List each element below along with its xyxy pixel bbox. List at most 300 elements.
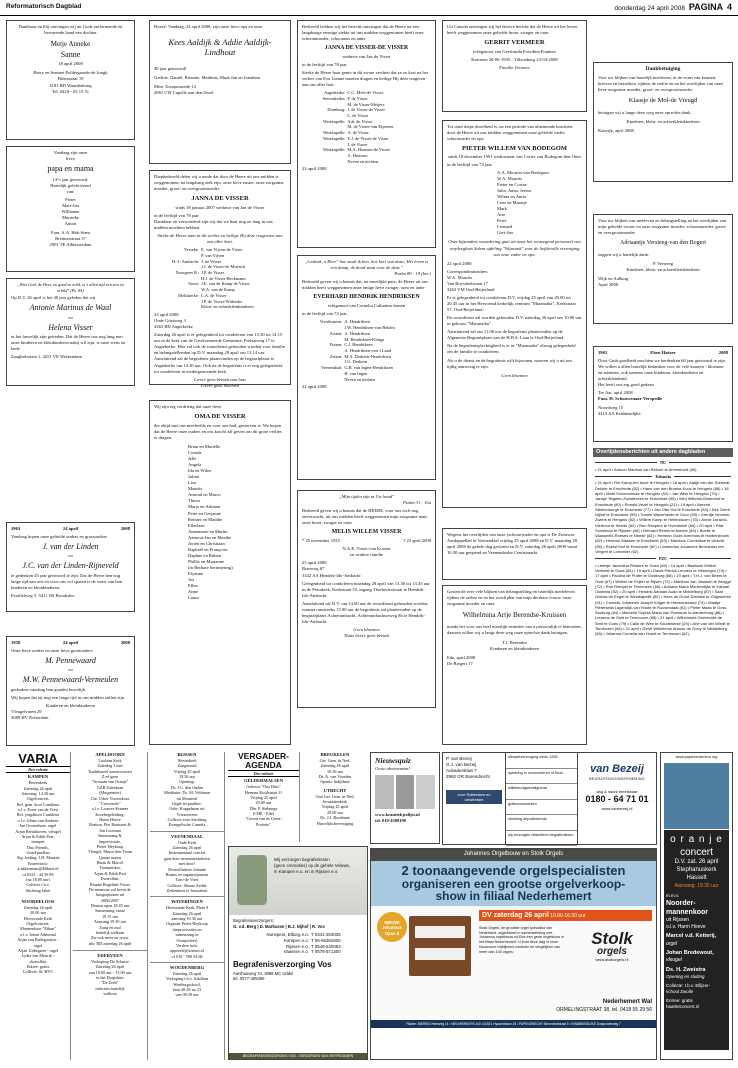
obituary-oma-de-visser: Wij zijn erg verdrietig dat onze lieve OMA DE VISSER die altijd met ons meeleefde en voor ons bad, gestorven is. We hopen dat de Heere onze ouders en ons kracht zal geven om dit grote verlies te dragen. Bram en Mariëlle Cornda Jelle Angela Ida en Wileo Julian Lisa Maurits Arnoud en Marco Thirza Marja en Adriaan Peter en Gerjanne Reinier en Maddie Ellerlaan Annemarie en Martin Aarnout-Jan en Maaike Jorien en Christiaan Raphaël en Françoise Daphne en Ruben Phillis en Marianne (in Berhare herinnering) Elyanne Joa Ellen Anne Laura: [149, 400, 291, 745]
text-line: Maurits: [188, 486, 203, 492]
rule: [670, 558, 731, 559]
event-line: Zaterdag 26 april: [95, 964, 125, 970]
text-line: Peter: [497, 218, 507, 224]
text-line: Ellerlaan: [188, 522, 205, 528]
event-line: Arjan Uitbegtere - orgel: [17, 947, 59, 953]
family-name: J.W. Hendriksen-van Beklen: [344, 325, 395, 331]
family-name: P. van Vijven: [201, 252, 225, 258]
service-item: uitvaartverzorging sinds 1935: [506, 753, 577, 769]
family-place: Domburg:: [327, 107, 346, 113]
event-line: 19.30 uur: [178, 774, 196, 779]
event-title: EDERVEEN: [97, 953, 123, 958]
event-line: Verkoping-De Schutse: [91, 958, 129, 964]
family-place: Nunspeet, Elburg e.o.: [266, 932, 309, 938]
kids-list: [11, 197, 130, 227]
family-name: P. de Visser: [347, 95, 368, 101]
thanks-schouwenaar: 1963 Eben Haëzer 2008 Door Gods goedheid mochten we herdenken 60 jaar getrouwd te zijn. We willen u allen hartelijk bedanken voor de vele kaarten - bloemen en attenties, ook namens onze kinderen, kleinkinderen en achterkleinkind. Het heeft ons erg goed gedaan. Ter Aar, april 2008 Fam. H. Schouwenaar-Verspeille Noordweg 15 4413 AA Krabbendijke: [593, 346, 733, 442]
event-line: Jeruzalemkerk: [322, 799, 348, 804]
family-place: H.-I.-Ambacht:: [172, 258, 200, 264]
event-line: Ziekenhuis te Jeruzalem: [166, 888, 208, 893]
event-line: Vriezenveen: [176, 811, 198, 817]
event-line: aanvang 19.30 uur: [171, 916, 203, 921]
family-place: Soest:: [188, 281, 200, 287]
event-line: Vrijdag 25 april: [321, 804, 349, 810]
closure-notice: Wegens het overlijden van onze (schoon)vader en opa is De Zeeuwse Aardappelhal in Veenendaal vrijdag 25 april 2008 en D.V. maandag 28 april 2008 de gehele dag gesloten en D.V. zaterdag 26 april 2008 vanaf 10.30 uur geopend en Veenendaalse Centrumarkt.: [442, 528, 587, 580]
varia-column: VARIA Deo volente KAMPEN Bovenkerk Zaterdag 26 april Aanvang: 14.30 uur Orgelconcert, Ref. gem. koor Cantilena o.l.v. Evert van de Veen Ref. jeugdkoor Cantilena o.l.v. Johan van Ambsen Jan Groeneboer, orgel Arjan Breukhoven, vleugel Arjan & Edith Post, trompet Duo Friends, vloed/panfluit Alg. leiding: J.H. Mauritz Entree/info: k.akkermans@kliknet.nl of 0323 - 44 50 83 (na 18.00 uur) Collecte t.b.v. Stichting Jabet NOORDELOOS Zaterdag 26 april 20.00 uur Hervormde Kerk Orgelconcert: Mannenkoor "Ethan" o.l.v. Johan Admiraal Arjan van Baltegooijen - orgel Arjan Uitbegtere - orgel Lydia van Mourik - dwarsfluit Entree: gratis Collecte: St. HVC: [6, 752, 71, 1060]
church-photo: [664, 763, 729, 829]
text-line: Daphne en Ruben: [188, 552, 221, 558]
event-line: o.l.v. Johan Admiraal: [20, 931, 56, 937]
family-name: J. de Visser-de Visser: [347, 107, 385, 113]
concert-url[interactable]: www.paplerenkerkon.org: [675, 755, 718, 759]
obituaries-other-papers: Overlijdensberichten uit andere dagbladen NU • 21 april • Antoon Marinus van Rekum te Amersfoort (80). Tubantia • 21 april • Rie Kamp-ten bove te Hengelo • 18 april • Aaltje van der Scheeal-Dekker te Enschede (82) • Hans van den Broeke-Kooz te Hengelo (86) • 18 april • Mark Schoonhoute te Hengelo (52) • Jan Wiss te Hengelo (73) • Janaje Teigeler-Zwarteveen te Enschede (95) • Mini Wilbrink-Bloemhof te Enschede (80) • Ronald Vezel te Hengelo (21) • 19 april • Berend Sterkenburgh te Enschede (77) • Jan Otto Hol te Enschede (83) • Dirk Gerrit Nijhof te Enschede (95) • Tonnie Waverheide te Goor (95) • Gerritje Vennink-Zwiers te Hengelo (82) • Willem Kamp te Hellendoorn (78) • Annie Leusink-Vierhuur te Neede (62) • Ben Ranpers te Overdinkel (64) • 20 april • Rita Scholman te Rijssen (46) • Bernard Rerink te Almelo (84) • Boelie te Vaassenhi-Roeses te Neede (82) • Herman Oude Avenhuis te Harbrinkhoek (82) • Herman Wassen te Enschede (53) • Martinus Cornelisse te Utrecht (95) • Roelof Kist te Enschede (82) • Lambertus Johannes Bernardus ten Vergert te Lonneker (62). PZC • Leentje Jacomina Rinders te Goes (84) • 14 april • Bastiaan Willem Verhelst te Goes (64) • 19 april • David Patrick Lenders te Vlissingen (74) • 17 april • Paulina de Putter te Oostburg (88) • 19 april • T.H.J. van Beers te Oost (67) • Willem de Feijter te Rijsen (72) • Martinus Jan Janssen te Brugge (72) • Rob Rempel te Terneuzen (66) • Adriana Maria Meulendijks te Kanaal Oosteda (92) • 20 april • Hendrik Adriaan Audo te Middelburg (87) • Saar Gloriss de Engel te Westkapelle (82) • Kees de Groot-Davidse te Grijpskerke (91) • Cornelis Johannes Joseph Krijger te Heinkenszand (74) • Maatje Pietersella Lagendijk-van Houte te Roosendaal (81) • Pieter Maas te Oost-Souburg (84) • Marcella Sophia Maria van Puessum te Aardenburg (86) • Lourens de Smit te Terneuzen (88) • 21 april • Wilhelmina Geertruida de Smit te Goes (79) • Callo de Wee te Koudekerke (29) • Arie van der Windt te Terneuzen (66) • 21 april • Gerrit Wilhelmus Antoon de Gooy te Middelburg (83) • Johanna Cornelia van Hoedt te Terneuzen (62).: [593, 448, 733, 748]
stolk-url[interactable]: www.stolkorgels.nl: [595, 956, 629, 962]
family-name: M. de Visser-Meijers: [347, 101, 385, 107]
text-line: Cees en Maartje: [497, 200, 527, 206]
family-place: Westkapelle:: [322, 147, 346, 153]
text-line: Angela: [188, 462, 202, 468]
event-line: Entree: gratis: [26, 964, 50, 970]
paper-section: [595, 460, 731, 466]
event-line: Bariton, Piet Baarssen &: [89, 822, 131, 828]
event-line: adv. RD zaterdag 26 april: [88, 940, 132, 946]
sale-woudenberg: [150, 962, 224, 998]
text-line: (in Berhare herinnering): [188, 565, 233, 571]
family-name: W.A. van de Kamp: [201, 287, 235, 293]
event-line: Zaterdag 3 mei: [97, 763, 123, 769]
obituary-list-text: • 21 april • Rie Kamp-ten bove te Hengelo • 18 april • Aaltje van der Scheeal-Dekker te Enschede (82) • Hans van den Broeke-Kooz te Hengelo (86) • 18 april • Mark Schoonhoute te Hengelo (52) • Jan Wiss te Hengelo (73) • Janaje Teigeler-Zwarteveen te Enschede (95) • Mini Wilbrink-Bloemhof te Enschede (80) • Ronald Vezel te Hengelo (21) • 19 april • Berend Sterkenburgh te Enschede (77) • Jan Otto Hol te Enschede (83) • Dirk Gerrit Nijhof te Enschede (95) • Tonnie Waverheide te Goor (95) • Gerritje Vennink-Zwiers te Hengelo (82) • Willem Kamp te Hellendoorn (78) • Annie Leusink-Vierhuur te Neede (62) • Ben Ranpers te Overdinkel (64) • 20 april • Rita Scholman te Rijssen (46) • Bernard Rerink te Almelo (84) • Boelie te Vaassenhi-Roeses te Neede (82) • Herman Oude Avenhuis te Harbrinkhoek (82) • Herman Wassen te Enschede (53) • Martinus Cornelisse te Utrecht (95) • Roelof Kist te Enschede (82) • Lambertus Johannes Bernardus ten Vergert te Lonneker (62).: [595, 480, 731, 554]
text-line: Julia, Anna, Jerem: [497, 187, 531, 193]
family-name: J.G. Derksen: [344, 359, 368, 365]
organ-keys-2: [415, 948, 465, 960]
service-utrecht: [302, 788, 368, 826]
obituary-janna-de-visser: Diepbedroefd delen wij u mede dat door de Heere uit ons midden is weggenomen, na langdurig ziek zijn, onze lieve zuster, onze zorgzame moeder, groot- en overgrootmoeder JANNA DE VISSER sinds 18 januari 2007 weduwe van Jan de Visser in de leeftijd van 78 jaar. Dankbaar en verwonderd zijn wij dat we haar nog zo lang in ons midden mochten hebben. Sterke de Heere nam in dit verlies en heilige Hij deze reageeren aan ons aller hart. Yerseke: E. van Vijven-de Visser P. van Vijven H.-I.-Ambacht: J. de Visser J.J. de Visser-de Muynck Noorgeen B.: J.P. de Visser H.J. de Visser-Beckmann Soest: J.E. van de Kamp-de Visser W.A. van de Kamp Meliskerke: L.A. de Visser J.P. de Visser-Wiskerke Klein- en achterkleinkinderen 23 april 2008 Oude Grintweg 3 4363 BD Aagtekerke Zaterdag 26 april is er gelegenheid tot condoleren van 13.30 tot 14.15 uur in de kerk van de Gereformeerde Gemeente, Prelaatweg 17 te Aagtekerke. Hier zal ook de rouwdienst gehouden worden voor familie en belangstellenden op D.V. maandag 28 april om 13.14 uur. Aansluitend zal de begrafenis plaatsvinden op de begraafplaats te Aagtekerke om 14.30 uur. Ook na de begrafenis is er nog gelegenheid tot condoleren in eerdergenoemde kerk. Liever geen bezoek aan huis Liever geen bloemen: [149, 170, 291, 385]
paper-name: NU: [659, 460, 667, 466]
event-line: uit Montreal: [176, 795, 198, 801]
event-line: 19.15 uur: [101, 913, 119, 919]
family-name: A. Hendriksen: [344, 319, 370, 325]
family-list: [302, 319, 431, 382]
event-line: of 010 - 590 54 68: [171, 953, 203, 959]
text-line: Marja en Adriaan: [188, 504, 221, 510]
family-place: Meliskerke:: [178, 292, 200, 298]
family-name: L.A. de Visser: [201, 292, 227, 298]
event-line: Samenzang &: [98, 833, 122, 839]
event-line: 2006/2007: [101, 897, 119, 903]
event-line: Organist Pieter Heykoop: [166, 921, 208, 927]
family-name: T 0548-540053: [310, 943, 341, 949]
family-place: Yerseke:: [183, 247, 200, 253]
event-line: Trompetduo,: [99, 865, 121, 871]
anniversary-aaldijk: Hoera! Vandaag, 24 april 2008, zijn onze lieve opa en oma Kees Aaldijk & Addie Aaldijk-Lindhout 40 jaar getrouwd! Gerline, Daniël, Brianne, Matthias, Mark Jan en Jonathan Meer Toxopeusrede 12 2861 CW Capelle aan den IJssel: [149, 20, 291, 164]
service-item: wij verzorgen uitsluitend begrafenissen: [506, 831, 577, 847]
service-list: [506, 753, 578, 844]
text-line: Reinier en Maddie: [188, 516, 223, 522]
family-name: G.B. van Ingen-Hendriksen: [344, 365, 393, 371]
family-place: Westkapelle:: [322, 118, 346, 124]
event-line: 10.30 uur: [326, 768, 344, 774]
event-line: Arjan Breukhoven, vleugel: [15, 828, 61, 834]
rule: [595, 476, 652, 477]
family-name: Neven en nichten: [344, 376, 376, 382]
family-place: Westkapelle:: [322, 135, 346, 141]
event-line: Oranjesfeer): [176, 937, 198, 943]
event-line: Quatre mains: [98, 854, 122, 860]
event-line: Braam en organist/pianist: [165, 871, 209, 877]
event-line: o.l.v. Johan van Ambsen: [17, 817, 59, 823]
event-line: improvisatie,: [99, 838, 121, 844]
text-line: Laura: [188, 595, 199, 601]
birth-announcement: Dankbaar en blij ontvingen wij uit Gods ontfermende en bewarende hand een dochter Metje Anneke Sanne 18 april 2008 Barry en Jeannet Poldergaarde-de Jongh Hiemstraat 19 4181 BD Waardenburg Tel. 0418 - 65 15 51: [6, 20, 135, 140]
family-name: A. Hendriksen: [344, 330, 370, 336]
event-line: Ds. A. van Voorden: [318, 774, 352, 779]
text-line: Mart-Jan: [62, 202, 79, 208]
event-line: Opentr. bidijdmis: [320, 779, 350, 785]
event-line: (Morgenster): [98, 790, 122, 796]
event-line: of 0323 - 44 50 83: [22, 871, 54, 877]
event-line: Hervormde Kerk, Plein 9: [165, 905, 209, 911]
family-list: [154, 247, 286, 310]
family-name: T 0578-571300: [310, 949, 341, 955]
text-line: Cornda: [188, 449, 202, 455]
obituary-hendriksen: „Gedenk, o Heer" hoe zwak ik ben, hoe kort van duur; Het leven is een damp, de dood staat voor de deur." Psalm 89 : 19 (ber.) Bedroefd geven wij u kennis dat, na moeilijke pare, de Heere uit ons midden heeft weggenomen onze ernige lieve zwager, oom en tante EVERHARD HENDRIK HENDRIKSEN echtgenoot van Cornelia Catharina Jansen in de leeftijd van 72 jaar. Voorthuizen: A. Hendriksen J.W. Hendriksen-van Beklen Zetten: A. Hendriksen M. Hendriksen-Klinga Putten: C.J. Hendriksen A. Hendriksen-van 't Land Zetten: M.A. Derksen-Hendriksen J.G. Derksen Veenendaal: G.B. van Ingen-Hendriksen H. van Ingen Neven en nichten 22 april 2008: [297, 255, 436, 480]
event-line: Collecte: St. HVC: [22, 969, 54, 975]
text-line: Aarnout-Jan en Maaike: [188, 534, 232, 540]
obituary-janna-visser-de-visser: Bedroefd hebben wij het bericht ontvangen dat de Heere na een langdurige ernstige ziekte uit ons midden weggenomen heeft onze schoonmoeder, schoonzus en tante JANNA DE VISSER-DE VISSER weduwe van Jan de Visser in de leeftijd van 78 jaar. Sterke de Heere haar genie in dit zware verdriet dat ze zo kort na het verlies van Eva Lianne moeten dragen en heilige Hij deze reageren aan ons aller hart. Aagtekerke: C.C. Mele-de Visser Serooskerke: P. de Visser M. de Visser-Meijers Domburg: J. de Visser-de Visser L. de Visser Westkapelle: Adr. de Visser M. de Visser-van Eijneren Westkapelle: A. de Visser Westkapelle: E.J. de Visser-de Visser J. de Visser Westkapelle: M.A. Houmes-de Visser A. Houmes Neven en nichten 23 april 2008: [297, 20, 436, 248]
family-place: Voorthuizen:: [319, 319, 343, 325]
text-line: Jelle: [188, 455, 197, 461]
event-line: Huwelijksbevestiging: [316, 820, 354, 826]
family-name: E. van Vijven-de Visser: [201, 247, 243, 253]
quiz-images: [375, 775, 435, 809]
family-place: Serooskerke:: [322, 95, 346, 101]
text-line: Bram en Mariëlle: [188, 443, 221, 449]
event-line: van 10.00 uur - 15.00 uur: [88, 969, 132, 975]
event-line: Collecte t.b.v.: [26, 882, 50, 888]
quiz-photo-2: [396, 775, 415, 809]
family-name: A. Houmes: [347, 153, 368, 159]
text-line: W.A. Mourits: [497, 175, 523, 181]
event-line: Orgel en panfluit:: [172, 800, 202, 806]
event-line: "Crescendo": [99, 800, 121, 806]
concert-apeldoorn: [73, 752, 147, 946]
text-line: Ida en Wileo: [188, 468, 212, 474]
page-header: [0, 0, 738, 16]
event-line: GZB Zaterdaan: [96, 784, 124, 790]
event-line: Entree/info:: [28, 860, 48, 866]
event-line: Dwarsfluitiste Jolanda: [168, 866, 206, 872]
event-line: Turo-de Vries: [175, 877, 199, 883]
event-line: Duo Friends,: [27, 844, 49, 850]
paper-name: PZC: [658, 556, 668, 562]
family-name: Neven en nichten: [347, 158, 379, 164]
event-line: Chr. Urker Visserskoor: [90, 795, 130, 801]
event-line: hoogtepunten uit: [95, 892, 125, 898]
family-name: M. de Visser-van Eijneren: [347, 124, 394, 130]
family-name: T 06-55362826: [310, 937, 341, 943]
family-name: E.J. de Visser-de Visser: [347, 135, 389, 141]
event-line: Rianne Bogelink-Visser: [89, 881, 131, 887]
event-line: (CHE - Ede): [252, 811, 275, 817]
event-date: DV zaterdag 26 april 10.00-16.00 uur: [479, 910, 652, 921]
event-line: Zie ook meer on www.: [90, 935, 130, 941]
family-name: J.E. van de Kamp-de Visser: [201, 281, 250, 287]
event-line: Koorbegeleiding:: [95, 811, 125, 817]
family-name: J. de Visser: [347, 141, 368, 147]
family-name: C.C. Mele-de Visser: [347, 90, 384, 96]
family-name: Klein- en achterkleinkinderen: [201, 304, 254, 310]
event-line: samenzang in: [175, 932, 199, 938]
stolk-logo: Stolk orgels www.stolkorgels.nl: [573, 930, 651, 962]
service-item: stichting depositofonds: [506, 815, 577, 831]
family-row: [233, 949, 363, 955]
text-line: Wilma en Anita: [497, 194, 526, 200]
text-line: Raphaël en Françoise: [188, 546, 228, 552]
paper-name: Tubantia: [654, 473, 672, 479]
text-line: Leonard: [497, 224, 513, 230]
event-line: Dwarsfluit,: [100, 876, 120, 882]
text-line: Elyanne: [188, 571, 204, 577]
family-name: H. van Ingen: [344, 370, 368, 376]
family-place: Vaassen e.o.: [283, 949, 309, 955]
family-place: Zetten:: [329, 353, 343, 359]
family-row: [302, 159, 431, 165]
quiz-url[interactable]: www.kranttekjeslijst.nl: [375, 811, 420, 817]
event-line: Opening:: [179, 779, 195, 785]
event-line: hartelijk welkom: [95, 929, 125, 935]
rule: [595, 462, 657, 463]
event-line: Zaterdag 26 april: [320, 763, 350, 769]
event-line: gaat door instrumentalisten: [164, 855, 210, 861]
event-line: Arjan & Edith Post: [93, 870, 127, 876]
event-line: Collecte: Shaare Zedek: [167, 882, 207, 888]
obituary-list-text: • 21 april • Antoon Marinus van Rekum te Amersfoort (80).: [595, 466, 698, 472]
event-line: Aanvang: 14.30 uur: [21, 790, 55, 796]
family-name: T 0341-253035: [310, 932, 341, 938]
apeldoorn-column: [73, 752, 148, 1060]
event-line: Herman Kuijlstraat 11: [244, 789, 283, 795]
family-name: Adr. de Visser: [347, 118, 373, 124]
event-line: Harm Hoeve: [99, 817, 121, 822]
event-line: Ds. J.C. den Ouden: [170, 784, 204, 790]
event-line: Alg. leiding: J.H. Mauritz: [16, 855, 60, 861]
event-line: De menestre zal bevat de: [88, 886, 132, 892]
family-name: C.J. Hendriksen: [344, 342, 373, 348]
family-list: [302, 90, 431, 164]
family-place: [302, 377, 344, 383]
oranje-concert-ad: www.paplerenkerkon.org o r a n j e concert D.V. zat. 26 april Stephanuskerk Hasselt Aanvang: 19.30 uur m.m.v. Noorder- mannenkoor uit Rijssen o.l.v. Harm Hoeve Marcel v.d. Ketterij, orgel Johan Bredewout, vleugel Ds. H. Zweistra Opening en sluiting Collecte: t.b.v. Ellijzer- school Zwolle Entree: gratis haarletconcert.nl: [660, 752, 733, 1060]
event-line: Zaterdag 26 april: [172, 910, 202, 916]
service-item: grafmonumenten: [506, 800, 577, 816]
text-line: A.A. Mourits-van Bodegom: [497, 169, 549, 175]
family-place: [154, 304, 201, 310]
anniversary-pennewaard: 1958 24 april 2008 Onze lieve ouders en onze lieve grootouders M. Pennewaard en M.W. Pennewaard-Vermeulen gedenken vandaag hun gouden huwelijk. Wij hopen dat zij nog een lange tijd in ons midden zullen zijn. Kinderen en kleinkinderen Vleugelvaren 29 3089 HV Rotterdam: [6, 636, 135, 746]
concert-noordeloos: [6, 899, 70, 975]
obituary-gerrit-vermeer: Uit Canada ontvingen wij het droeve bericht dat de Heere uit het leven heeft weggenomen onze geliefde broer, zwager en oom GERRIT VERMEER echtgenoot van Geertruida Everdina Franken Kesteren 26-06-1935 - Tillsonburg 23-04-2008 Familie Vermeer: [442, 20, 587, 112]
stolk-headline: 2 toonaangevende orgelspecialisten organiseren een grootse orgelverkoop- show in filiaal Nederhemert: [371, 861, 656, 906]
grandchildren-list: [154, 444, 286, 602]
event-title: APELDOORN: [95, 752, 125, 757]
text-line: Anton: [64, 221, 77, 227]
event-line: Lydia van Mourik -: [21, 953, 55, 959]
event-title: WATERINGEN: [171, 899, 203, 905]
thanks-berendse: Gezien de zeer vele blijken van belangstelling en hartelijk medeleven tijdens de ziekte en na het overlijden van mijn dierbare vrouw, onze zorgzame moeder en oma Wilhelmina Artje Berendse-Kruissen maakt het voor ons heel moeilijk eenieder van u persoonlijk te bemoeten, daarom willen wij u langs deze weg onze oprechte dank betuigen. T.J. Berendse Kinderen en kleinkinderen Ede, april 2008 De Biegert 17: [442, 585, 587, 745]
family-name: M.A. Houmes-de Visser: [347, 147, 390, 153]
event-line: in het Dorpshuis: [96, 975, 124, 980]
event-line: trompet: [31, 839, 45, 845]
event-line: Zong en oud: [99, 924, 121, 930]
text-line: Annemarie en Martin: [188, 528, 228, 534]
vos-ad: Wij verzorgen begrafenissen (geen crematies) op de gehele Veluwe, in Kampen e.o. en in Rijssen e.o. Begrafenisverzorgers: G. v.d. Berg | D. Markusse | B.J. Nijhof | R. Vos Nunspeet, Elburg e.o. T 0341-253035 Kampen e.o. T 06-55362826 Rijssen e.o. T 0548-540053 Vaassen e.o. T 0578-571300 Begrafenisverzorging Vos Aanlhuuweg 74, 3888 MC Uddel tel. 0577-405489 BEGRAFENISVERZORGING VOS - VERZORGEN VAN VERTROUWEN: [228, 846, 368, 1060]
event-line: Orgelconcert,: [26, 796, 50, 802]
event-line: Oud Ger. Gem. in Ned.: [315, 793, 355, 799]
family-name: L. de Visser: [347, 113, 369, 119]
event-title: RIJSSEN: [177, 752, 197, 757]
obituary-list-text: • Leentje Jacomina Rinders te Goes (84) • 14 april • Bastiaan Willem Verhelst te Goes (64) • 19 april • David Patrick Lenders te Vlissingen (74) • 17 april • Paulina de Putter te Oostburg (88) • 19 april • T.H.J. van Beers te Oost (67) • Willem de Feijter te Rijsen (72) • Martinus Jan Janssen te Brugge (72) • Rob Rempel te Terneuzen (66) • Adriana Maria Meulendijks te Kanaal Oosteda (92) • 20 april • Hendrik Adriaan Audo te Middelburg (87) • Saar Gloriss de Engel te Westkapelle (82) • Kees de Groot-Davidse te Grijpskerke (91) • Cornelis Johannes Joseph Krijger te Heinkenszand (74) • Maatje Pietersella Lagendijk-van Houte te Roosendaal (81) • Pieter Maas te Oost-Souburg (84) • Marcella Sophia Maria van Puessum te Aardenburg (86) • Lourens de Smit te Terneuzen (88) • 21 april • Wilhelmina Geertruida de Smit te Goes (79) • Callo de Wee te Koudekerke (29) • Arie van der Windt te Terneuzen (66) • 21 april • Gerrit Wilhelmus Antoon de Gooy te Middelburg (83) • Johanna Cornelia van Hoedt te Terneuzen (62).: [595, 562, 731, 637]
event-line: Zaterdag 26 april: [23, 904, 53, 910]
quiz-photo-1: [375, 775, 394, 809]
rule: [595, 558, 656, 559]
event-line: o.l.v. Louwes Kramer: [91, 806, 129, 812]
event-line: Samenzang vanaf: [95, 908, 125, 914]
family-place: Kampen e.o.: [284, 937, 309, 943]
family-place: Rijssen e.o.: [285, 943, 309, 949]
van-bezeij-ad: P. van Bezeij G.J. van Bezeij Aubadestraat 7 2992 GR Barendrecht voor Rotterdam en omstreken uitvaartverzorging sinds 1935 opbaring in rouwcentrum of thuis willekeurigwenkligheda grafmonumenten stichting depositofonds wij verzorgen uitsluitend begrafenissen van Bezeij BEGRAFENISONDERNEMING dag & nacht bereikbaar 0180 - 64 71 01 www.vanbezeij.nl: [442, 752, 657, 845]
event-line: Meditatie: Ds. M. Veldman: [164, 790, 210, 796]
event-line: dwarsfluit: [29, 958, 47, 964]
event-line: Ref. gem. koor Cantilena: [16, 801, 60, 807]
event-line: Zangavond: [177, 763, 197, 769]
thanks-versteeg: Voor uw blijken van meeleven en belangstelling na het overlijden van mijn geliefde vrouw en onze zorgzame moeder, schoonmoeder, groot- en overgrootmoeder Adriaantje Versteeg-van den Bogert zeggen wij u hartelijk dank. P. Versteeg Kinderen, klein- en achterkleinkinderen Wijk en Aalburg April 2008: [593, 214, 733, 324]
event-line: Zaterdag 26 april: [172, 845, 202, 850]
event-line: Ds. J.J. Roodnant: [320, 815, 350, 821]
text-line: Phillis en Marianne: [188, 559, 224, 565]
event-line: Zaterdag 26 april: [23, 785, 53, 791]
family-place: [302, 159, 347, 165]
event-line: Arjan van Baltegooijen -: [17, 937, 59, 943]
event-line: Zaterdag 26 april: [172, 970, 202, 976]
event-line: orgel: [33, 942, 43, 948]
event-line: Verdere info:: [176, 942, 198, 948]
text-line: Jorien en Christiaan: [188, 540, 225, 546]
text-line: Pieter en Corine: [497, 181, 527, 187]
vase-shape: [237, 855, 267, 905]
event-line: k.akkermans@kliknet.nl: [17, 866, 59, 872]
event-line: Stichting Jabet: [25, 887, 51, 893]
vergader-agenda: VERGADER-AGENDA Deo volente GELDERMALSEN Gebouw "Ons Huis" Herman Kuijlstraat 11 Vrijdag 25 april 20.00 uur Dhr. P. Siebenga (CHE - Ede) "Geven van de Geest: Profetie": [228, 752, 300, 842]
nieuwsquiz-ad: Nieuwsquiz Grote abonnement! www.kranttekjeslijst.nl tel. 010-4309190: [370, 752, 440, 844]
text-line: Julian: [188, 474, 199, 480]
event-line: Pieter Heykoop: [96, 843, 124, 849]
quiz-photo-3: [416, 775, 435, 809]
event-line: van 09.30 uur: [175, 992, 199, 998]
vos-locations: [233, 932, 363, 955]
family-name: J.J. de Visser-de Muynck: [201, 264, 246, 270]
family-name: M.A. Derksen-Hendriksen: [344, 353, 392, 359]
family-place: Aagtekerke:: [323, 90, 346, 96]
family-row: [154, 304, 286, 310]
event-line: Dhr. P. Siebenga: [249, 805, 278, 811]
family-place: Veenendaal:: [320, 365, 343, 371]
newspaper-name: Reformatorisch Dagblad: [6, 3, 82, 10]
event-line: 20.00 uur: [29, 910, 47, 916]
organ-image: [409, 916, 471, 976]
text-line: Joa: [188, 577, 195, 583]
event-line: Wartburgschool,: [173, 981, 201, 987]
family-name: H.J. de Visser-Beckmann: [201, 275, 246, 281]
stolk-orgel-ad: Johannes Orgelbouw en Stolk Orgels 2 toonaangevende orgelspecialisten organiseren een grootse orgelverkoop- show in filiaal Nederhemert NIEUW! Johannus Opus 8 DV zaterdag 26 april 10.00-16.00 uur Stolk Orgels, de grootste orgel specialist van Nederland, organiseert in samenwerking met Johannus orgelbouw uit Ede een grote orgelshow in het filiaal Nederhemert. U kunt deze dag in onze showroom vrijblijvend luisteren en vergelijken van meer dan 100 orgels. Stolk orgels www.stolkorgels.nl Nederhemert Wal ORMELINGSTRAAT 38, tel. 0418 55 29 56 Filialen: BIERED Veenweg 14 • NIEUWERKERK A/D IJSSEL Hyacinthlaan 15 • PAPENDRECHT Binnenhofstraat 5 • KRABBENDIJKE Oostpolderweg 7: [370, 848, 657, 1060]
event-line: Mannenkoor "Ethan": [20, 926, 56, 932]
event-line: Gebr. Koppelman uit: [169, 806, 205, 812]
concert-veenendaal: [150, 831, 224, 894]
text-line: Mark: [497, 206, 507, 212]
rule: [669, 462, 731, 463]
text-line: Anne: [188, 589, 198, 595]
obituary-van-bodegom: Tot onze diepe droefheid is, na een periode van afnemende krachten, door de Heere uit ons midden weggenomen onze geliefde vader, schoonvader en opa PIETER WILLEM VAN BODEGOM sinds 18 december 1991 weduwnaar van Corrie van Bodegom-den Otter in de leeftijd van 73 jaar. A.A. Mourits-van Bodegom W.A. Mourits Pieter en Corine Julia, Anna, Jerem Wilma en Anita Cees en Maartje Mark Arie Peter Leonard Gert-Jan Onze bijzondere waardering gaat uit naar het verzorgend personeel van verpleeghuis Salem afdeling "Wijnrank" voor de liefdevolle verzorging van onze vader en opa. 22 april 2008 Correspondentieadres: W.A. Mourits Van Roysdaelstraat 17 3263 VM Oud-Beijerland Er is gelegenheid tot condoleren D.V. vrijdag 25 april van 20.00 tot 20.45 uur in het Hervormd kerkelijk centrum "Maranatha", Kerkstraat 57, Oud-Beijerland. De rouwdienst zal worden gehouden D.V. zaterdag 26 april om 10.00 uur in gebouw "Maranatha". Aansluitend zal om 11.00 uur de begrafenis plaatsvinden op de Algemene Begraafplaats aan de H.B.S. Laan te Oud-Beijerland. Na de begrafenisplechtigheid is er in "Maranatha" alsnog gelegenheid om de familie te condoleren. Als u de dienst en de begrafenis wilt bijwonen, noteren wij u uit om tijdig aanwezig te zijn. Geen bloemen: [442, 120, 587, 508]
event-title: WOUDENBERG: [169, 965, 205, 970]
breukelen-column: [302, 752, 368, 842]
zangavond-rijssen: [150, 752, 224, 828]
family-place: Putten:: [329, 342, 343, 348]
bezeij-url[interactable]: www.vanbezeij.nl: [601, 806, 633, 812]
event-line: Gebouw "Ons Huis": [246, 784, 281, 790]
service-item: opbaring in rouwcentrum of thuis: [506, 769, 577, 785]
event-title: GELDERMALSEN: [243, 778, 284, 784]
event-line: laan 40-45 no 33: [172, 987, 202, 992]
event-line: Jan Groeneboer, orgel: [19, 823, 57, 829]
text-line: Arnoud en Marco: [188, 492, 221, 498]
organ-keys: [415, 926, 465, 938]
event-line: Jan Loorsma: [99, 827, 121, 833]
concert-kampen: [6, 774, 70, 893]
event-line: vloed/panfluit: [26, 850, 50, 856]
event-line: Ger. Gem. in Ned.: [319, 757, 351, 763]
service-breukelen: [302, 752, 368, 785]
sale-ederveen: [73, 950, 147, 997]
family-row: [302, 377, 431, 383]
event-title: BREUKELEN: [320, 752, 350, 757]
rule: [674, 476, 731, 477]
text-line: Pieter: [65, 196, 76, 202]
family-place: Zetten:: [329, 330, 343, 336]
event-line: Hervormde Kerk: [23, 915, 53, 921]
text-line: Peter en Gerjanne: [188, 510, 221, 516]
family-place: Westkapelle:: [322, 130, 346, 136]
event-line: Orgelconcert:: [26, 921, 50, 927]
event-line: welkom: [103, 991, 117, 997]
event-line: Westerkerk: [177, 757, 197, 763]
family-name: J.P. de Visser: [201, 270, 225, 276]
event-line: met door!: [178, 861, 196, 867]
event-title: KAMPEN: [27, 774, 49, 780]
event-line: o.l.v. Evert van de Veen: [18, 807, 58, 813]
date-page: donderdag 24 april 2008 PAGINA 4: [614, 2, 732, 12]
family-name: A. de Visser: [347, 130, 369, 136]
event-line: Verkoping t.b.v. Adullam: [165, 976, 209, 982]
text-line: Arie: [497, 212, 506, 218]
paper-section: [595, 556, 731, 562]
event-line: Traditioneel zomerconcert: [87, 768, 133, 774]
event-line: Loolaan Kerk: [98, 757, 122, 763]
concert-wateringen: [150, 896, 224, 959]
event-line: Vrijdag 25 april: [250, 794, 277, 800]
event-title: VEENENDAAL: [170, 833, 204, 839]
family-place: Noorgeen B.:: [175, 270, 200, 276]
event-line: Z ed geen: [101, 774, 119, 779]
event-line: Evangelische Cansela: [168, 822, 206, 828]
meeting-geldermalsen: [228, 778, 299, 827]
rijssen-column: [150, 752, 225, 1060]
